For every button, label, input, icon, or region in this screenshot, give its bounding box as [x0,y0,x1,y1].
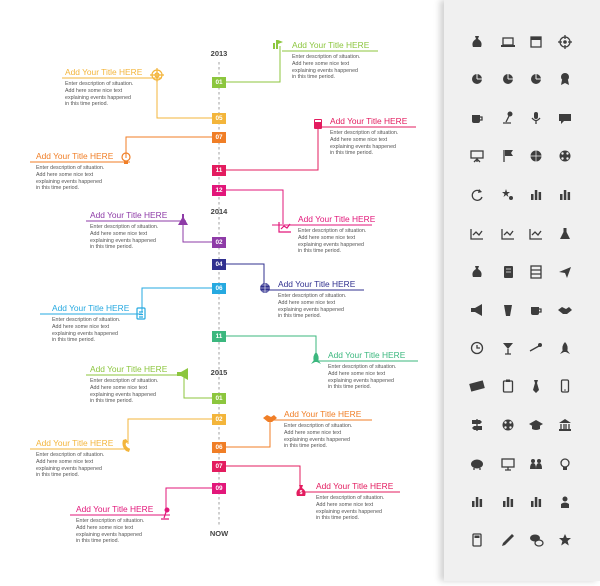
cocktail-icon [503,343,513,354]
icon-grid [444,0,600,581]
globe-icon [260,283,270,293]
microphone-icon [532,112,540,124]
monitor-icon [502,459,514,470]
year-label: 2013 [210,49,228,58]
event-description: Enter description of situation. Add here some nice text explaining events happened in this time period. [316,495,385,522]
bar-chart-icon [560,190,570,200]
event-title: Add Your Title HERE [284,409,362,419]
speech-bubble-icon [559,114,571,124]
money-bag-icon [472,266,481,277]
event-title: Add Your Title HERE [36,151,114,161]
desk-lamp-icon [503,112,513,124]
clock-icon [472,343,483,354]
connector-line [166,488,212,512]
line-chart-icon [279,222,291,232]
calendar-icon [531,37,541,47]
bar-chart-icon [531,497,541,507]
connector-line [226,336,316,358]
connector-line [226,264,264,288]
light-bulb-icon [561,459,569,470]
month-box: 02 [212,414,226,425]
month-box: 02 [212,237,226,248]
drink-icon [504,305,512,316]
graduation-cap-icon [529,420,543,430]
award-icon [561,73,569,85]
event-description: Enter description of situation. Add here some nice text explaining events happened in this time period. [278,293,347,320]
connector-line [142,288,212,312]
stars-icon [502,189,513,200]
event-title: Add Your Title HERE [330,116,408,126]
pie-chart-icon [472,74,482,84]
event-description: Enter description of situation. Add here some nice text explaining events happened in this time period. [298,228,367,255]
abacus-icon [531,266,541,278]
paper-plane-icon [559,267,571,278]
month-box: 09 [212,483,226,494]
network-icon [560,151,571,162]
pie-chart-icon [531,74,541,84]
chart-flag-icon [273,40,283,49]
film-reel-icon [503,420,514,431]
rocket-icon [311,352,321,364]
month-box: 11 [212,331,226,342]
month-box: 04 [212,259,226,270]
star-icon [559,534,571,546]
year-label: 2015 [210,368,228,377]
year-label: 2014 [210,207,228,216]
bank-icon [559,419,571,431]
month-box: 11 [212,165,226,176]
event-description: Enter description of situation. Add here some nice text explaining events happened in this time period. [284,423,353,450]
event-title: Add Your Title HERE [328,350,406,360]
flask-icon [178,214,188,225]
event-title: Add Your Title HERE [316,481,394,491]
bar-chart-icon [503,497,513,507]
event-title: Add Your Title HERE [278,279,356,289]
line-chart-icon [502,229,514,239]
connector-line [183,218,212,242]
connector-line [128,419,212,444]
month-box: 07 [212,461,226,472]
money-bag-icon [472,36,481,47]
event-description: Enter description of situation. Add here some nice text explaining events happened in this time period. [36,452,105,479]
calculator-icon [473,534,481,546]
event-description: Enter description of situation. Add here some nice text explaining events happened in this time period. [292,54,361,81]
month-box: 06 [212,283,226,294]
money-bag-icon [296,485,305,496]
signpost-icon [472,419,482,431]
event-description: Enter description of situation. Add here some nice text explaining events happened in this time period. [90,224,159,251]
connector-line [184,374,212,398]
event-title: Add Your Title HERE [76,504,154,514]
flask-icon [560,228,570,239]
connector-line [226,124,318,170]
tie-icon [533,380,539,393]
refresh-icon [472,189,482,200]
bar-chart-icon [472,497,482,507]
money-icon [469,380,485,391]
connector-line [126,137,212,158]
event-title: Add Your Title HERE [52,303,130,313]
event-description: Enter description of situation. Add here some nice text explaining events happened in this time period. [65,81,134,108]
year-label: NOW [209,529,229,538]
connector-line [226,466,300,489]
rocket-icon [560,342,570,354]
line-chart-icon [530,229,542,239]
event-title: Add Your Title HERE [90,210,168,220]
month-box: 07 [212,132,226,143]
event-description: Enter description of situation. Add here some nice text explaining events happened in this time period. [52,317,121,344]
month-box: 01 [212,77,226,88]
svg-text:$: $ [299,490,303,496]
globe-icon [531,151,542,162]
pen-icon [502,534,514,546]
coffee-icon [472,115,482,123]
bar-chart-icon [531,190,541,200]
speech-bubbles-icon [530,535,543,547]
mug-icon [531,307,541,315]
target-icon [558,35,572,49]
people-icon [530,459,542,469]
event-description: Enter description of situation. Add here some nice text explaining events happened in this time period. [90,378,159,405]
month-box: 12 [212,185,226,196]
shooting-star-icon [530,343,542,351]
line-chart-icon [471,229,483,239]
connector-line [226,420,270,447]
flag-icon [504,150,513,162]
event-description: Enter description of situation. Add here some nice text explaining events happened in this time period. [76,518,145,545]
handshake-icon [558,307,572,314]
event-title: Add Your Title HERE [298,214,376,224]
month-box: 05 [212,113,226,124]
megaphone-icon [471,304,482,316]
event-description: Enter description of situation. Add here some nice text explaining events happened in this time period. [36,165,105,192]
user-icon [561,497,569,509]
pie-chart-icon [503,74,513,84]
event-title: Add Your Title HERE [65,67,143,77]
clipboard-icon [504,380,513,393]
piggy-bank-icon [471,460,483,471]
megaphone-icon [177,368,188,380]
phone-icon [562,380,569,392]
event-title: Add Your Title HERE [36,438,114,448]
connector-line [157,77,212,118]
month-box: 06 [212,442,226,453]
laptop-icon [501,38,515,47]
phone-icon [122,439,130,452]
target-icon [150,68,164,82]
handshake-icon [263,415,277,422]
event-description: Enter description of situation. Add here some nice text explaining events happened in this time period. [328,364,397,391]
lamp-icon [161,508,170,520]
event-title: Add Your Title HERE [90,364,168,374]
notebook-icon [504,266,513,278]
calculator-icon [314,119,322,129]
month-box: 01 [212,393,226,404]
event-description: Enter description of situation. Add here some nice text explaining events happened in this time period. [330,130,399,157]
event-title: Add Your Title HERE [292,40,370,50]
icon-panel [444,0,600,581]
presentation-icon [471,151,483,162]
